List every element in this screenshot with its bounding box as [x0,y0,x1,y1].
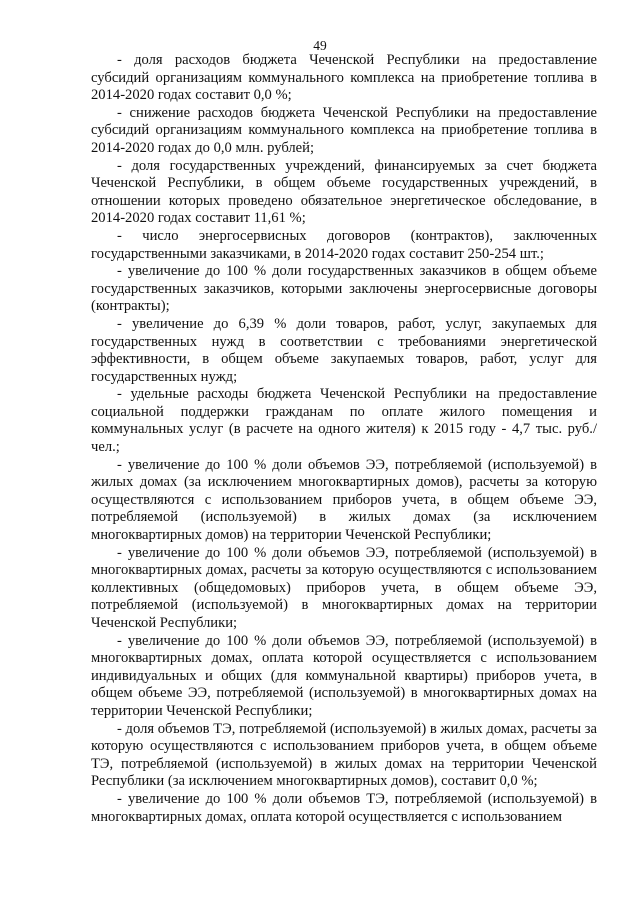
paragraph-energy-audit-share: - доля государственных учреждений, финансируемых за счет бюджета Чеченской Республики, в общем объеме государственных учреждений, в отношении которых проведено обязательное энергетическое обследование, в 2014-2020 годах составит 11,61 %; [91,157,597,227]
paragraph-efficient-procurement: - увеличение до 6,39 % доли товаров, работ, услуг, закупаемых для государственных нужд в соответствии с требованиями энергетической эффективности, в общем объеме закупаемых товаров, работ, услуг для государственных нужд; [91,315,597,385]
paragraph-fuel-subsidy-share: - доля расходов бюджета Чеченской Республики на предоставление субсидий организациям коммунального комплекса на приобретение топлива в 2014-2020 годах составит 0,0 %; [91,52,597,104]
paragraph-fuel-subsidy-reduction: - снижение расходов бюджета Чеченской Республики на предоставление субсидий организациям коммунального комплекса на приобретение топлива в 2014-2020 годах до 0,0 млн. рублей; [91,104,597,156]
paragraph-customers-share: - увеличение до 100 % доли государственных заказчиков в общем объеме государственных заказчиков, которыми заключены энергосервисные договоры (контракты); [91,263,597,315]
paragraph-te-private-houses: - доля объемов ТЭ, потребляемой (используемой) в жилых домах, расчеты за которую осуществляются с использованием приборов учета, в общем объеме ТЭ, потребляемой (используемой) в жилых домах на территории Чеченской Республики (за исключением многоквартирных домов), составит 0,0 %; [91,720,597,790]
paragraph-te-apartment-buildings: - увеличение до 100 % доли объемов ТЭ, потребляемой (используемой) в многоквартирных домах, оплата которой осуществляется с использованием [91,790,597,825]
paragraph-ee-private-houses: - увеличение до 100 % доли объемов ЭЭ, потребляемой (используемой) в жилых домах (за исключением многоквартирных домов), расчеты за которую осуществляются с использованием приборов учета, в общем объеме ЭЭ, потребляемой (используемой) в жилых домах (за исключением многоквартирных домов) на территории Чеченской Республики; [91,456,597,544]
paragraph-energy-service-contracts: - число энергосервисных договоров (контрактов), заключенных государственными заказчиками, в 2014-2020 годах составит 250-254 шт.; [91,227,597,262]
document-body [91,52,597,826]
paragraph-ee-collective-meters: - увеличение до 100 % доли объемов ЭЭ, потребляемой (используемой) в многоквартирных домах, расчеты за которую осуществляются с использованием коллективных (общедомовых) приборов учета, в общем объеме ЭЭ, потребляемой (используемой) в многоквартирных домах на территории Чеченской Республики; [91,544,597,631]
page-number: 49 [313,38,327,53]
paragraph-ee-individual-meters: - увеличение до 100 % доли объемов ЭЭ, потребляемой (используемой) в многоквартирных домах, оплата которой осуществляется с использованием индивидуальных и общих (для коммунальной квартиры) приборов учета, в общем объеме ЭЭ, потребляемой (используемой) в многоквартирных домах на территории Чеченской Республики; [91,632,597,719]
paragraph-social-support-expenses: - удельные расходы бюджета Чеченской Республики на предоставление социальной поддержки гражданам по оплате жилого помещения и коммунальных услуг (в расчете на одного жителя) к 2015 году - 4,7 тыс. руб./чел.; [91,386,597,456]
